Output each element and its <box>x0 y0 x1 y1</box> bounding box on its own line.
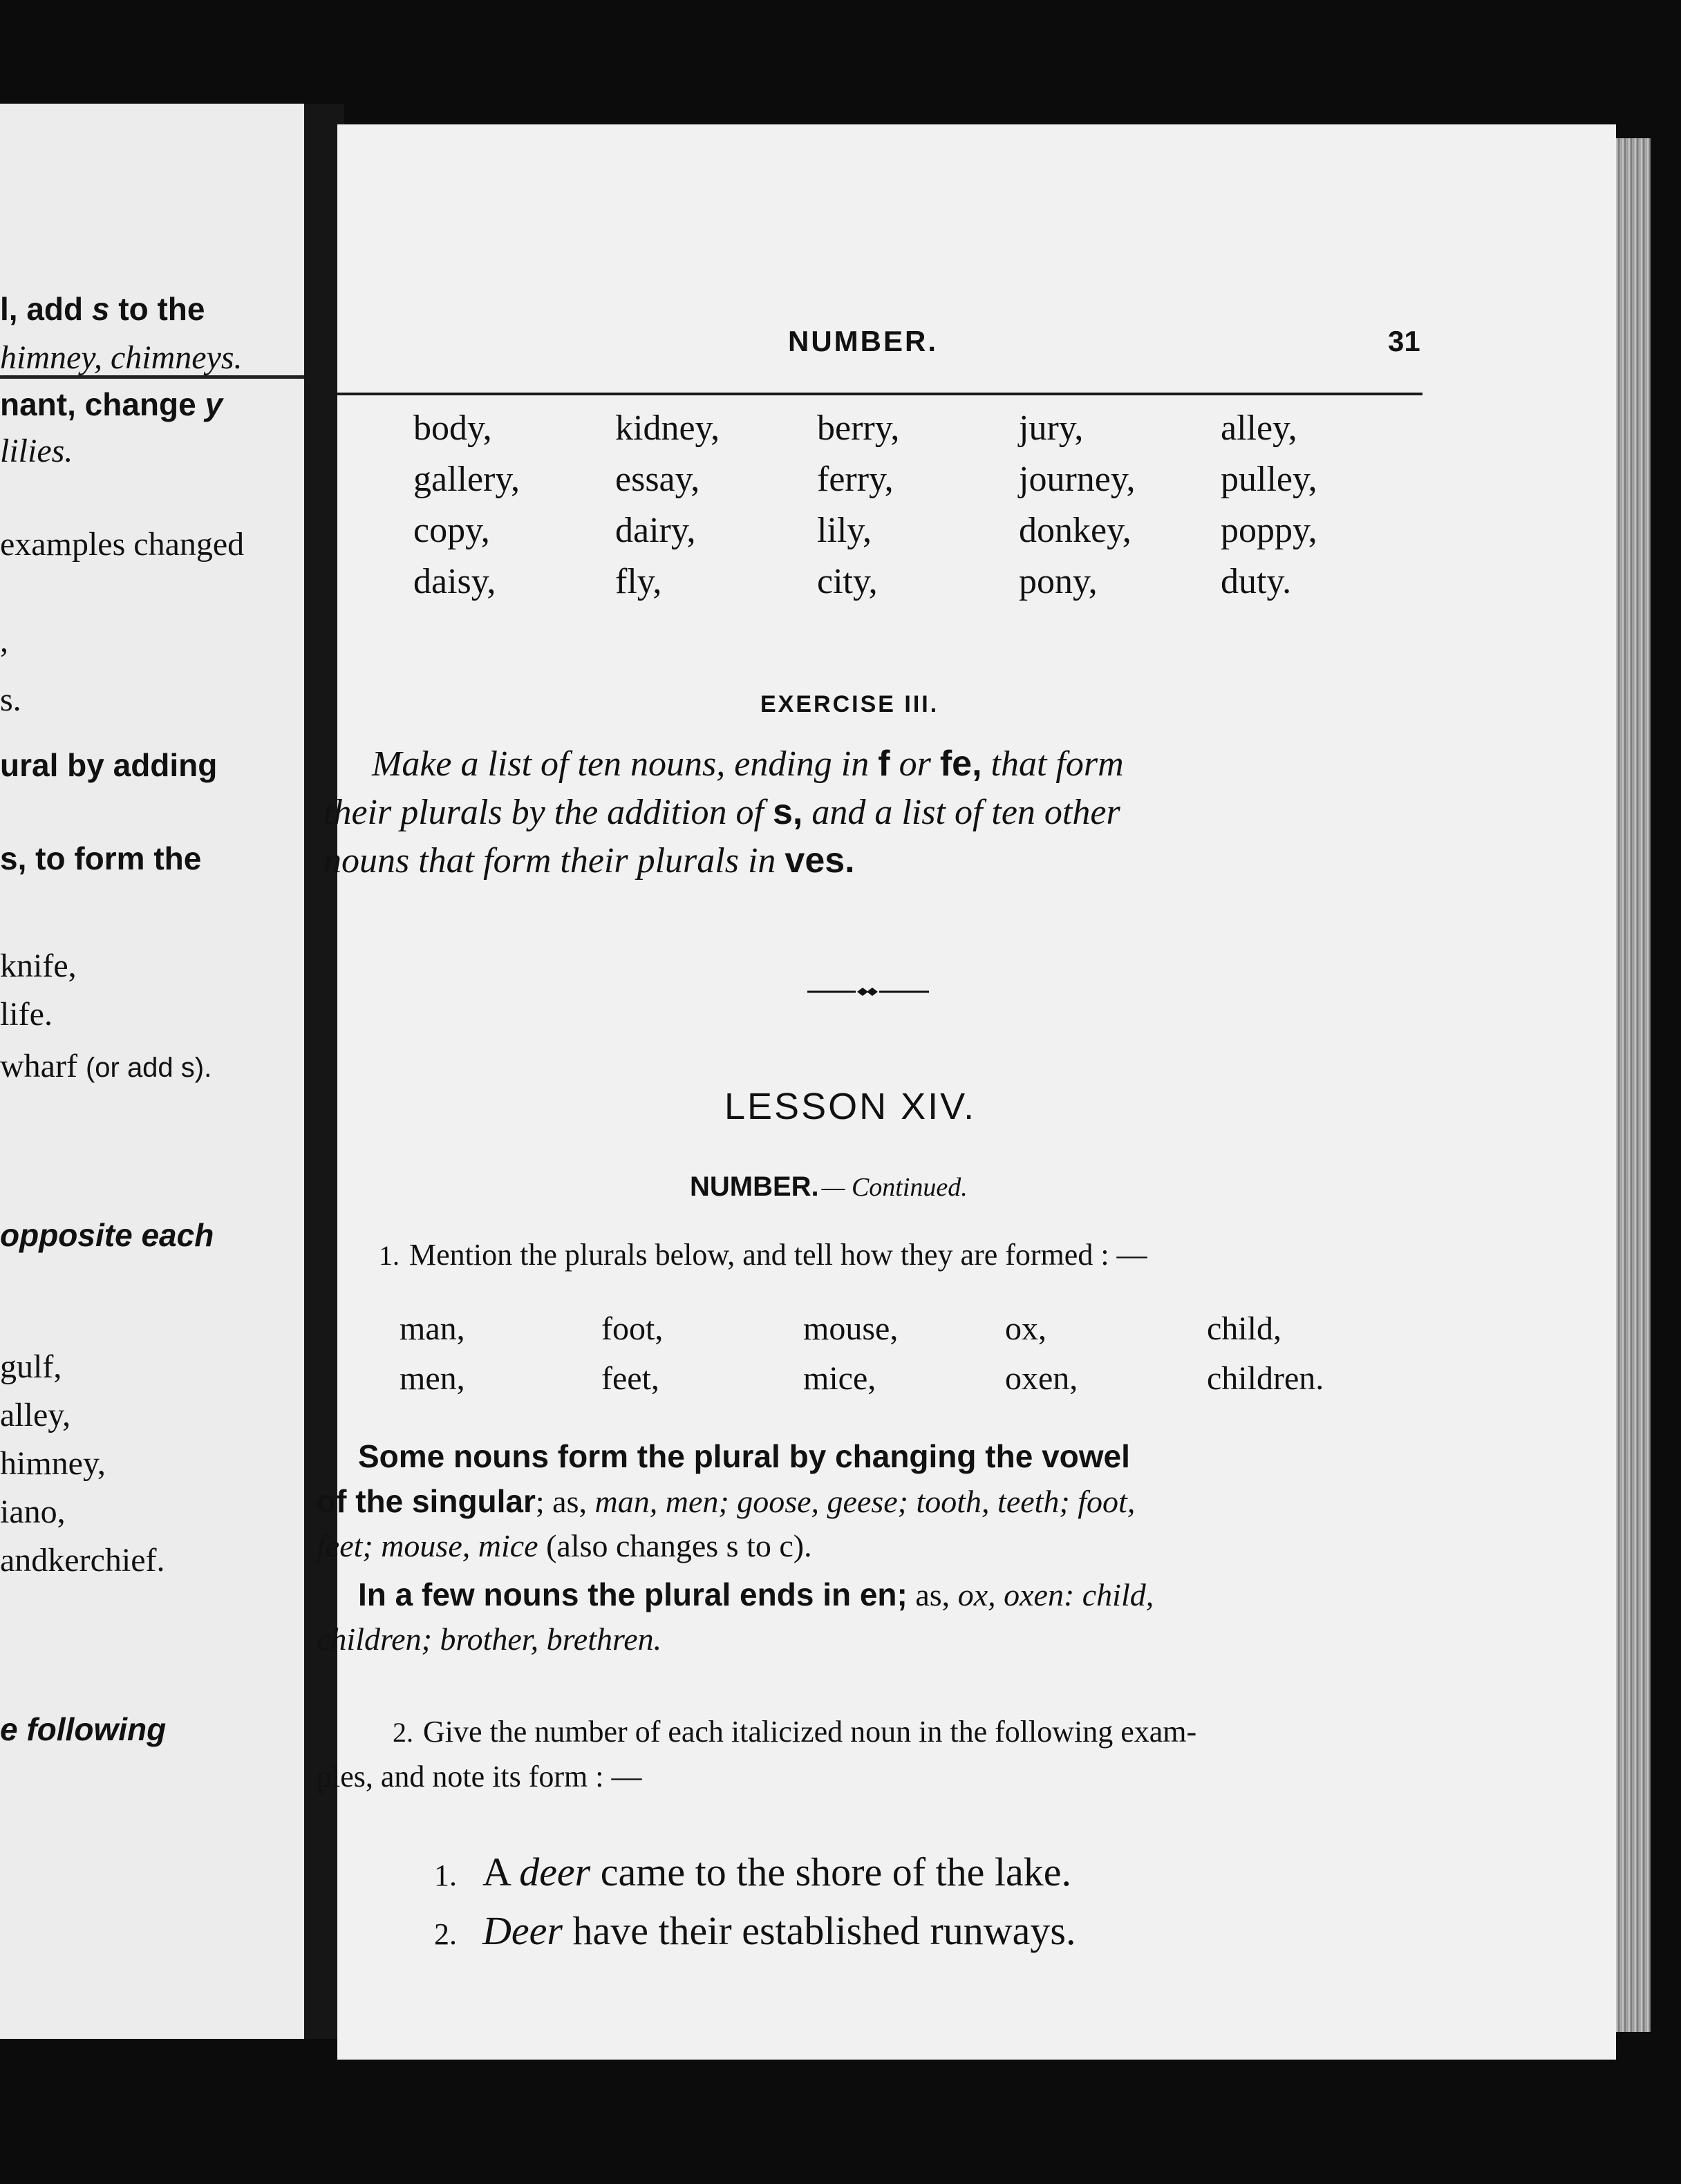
left-page-line <box>0 947 77 985</box>
plural-table-cell: oxen, <box>1005 1360 1078 1397</box>
left-page-line <box>0 1711 166 1749</box>
header-rule <box>337 393 1422 395</box>
plural-table-row <box>400 1359 1436 1409</box>
left-page-text-segment: s, to form the <box>0 840 202 876</box>
word-table-cell: body, <box>413 408 492 448</box>
word-table-row <box>413 561 1450 612</box>
rule-2-line-2: children; brother, brethren. <box>317 1621 662 1657</box>
exercise-line-1: Make a list of ten nouns, ending in f or fe, that form <box>372 744 1124 784</box>
plural-table-row <box>400 1310 1436 1359</box>
question-2: 2. Give the number of each italicized noun in the following exam- <box>393 1715 1197 1749</box>
page-number: 31 <box>1388 325 1420 357</box>
left-page-line <box>0 1396 71 1434</box>
left-page-line <box>0 339 243 377</box>
word-table-cell: daisy, <box>413 562 496 601</box>
word-table-cell: dairy, <box>615 511 696 550</box>
left-page-text-segment: , <box>0 623 8 659</box>
word-table-cell: journey, <box>1019 460 1136 499</box>
word-table-cell: pulley, <box>1221 460 1317 499</box>
plural-table-cell: ox, <box>1005 1310 1046 1347</box>
lesson-title: LESSON XIV. <box>724 1086 977 1127</box>
word-table-cell: essay, <box>615 460 700 499</box>
current-page <box>317 124 1616 2060</box>
left-page-text-segment: l, add <box>0 291 92 327</box>
word-table-row <box>413 510 1450 561</box>
word-table-cell: city, <box>817 562 878 601</box>
rule-1-line-2: of the singular; as, man, men; goose, geese; tooth, teeth; foot, <box>317 1483 1136 1519</box>
left-page-line <box>0 1047 212 1085</box>
word-table-cell: berry, <box>817 408 900 448</box>
left-page-text-segment: s. <box>0 681 21 718</box>
word-table-row <box>413 408 1450 459</box>
word-table <box>413 408 1450 612</box>
left-page-text-segment: examples changed <box>0 526 245 563</box>
word-table-cell: ferry, <box>817 460 894 499</box>
left-page-text-segment: e following <box>0 1711 167 1747</box>
exercise-line-3: nouns that form their plurals in ves. <box>323 840 855 881</box>
left-page-text-segment: himney, <box>0 1445 106 1482</box>
left-page-text-segment: andkerchief. <box>0 1542 165 1579</box>
left-page-text-segment: lilies. <box>0 433 73 469</box>
left-page-line <box>0 1493 66 1531</box>
word-table-cell: pony, <box>1019 562 1098 601</box>
left-page-text-segment: to the <box>109 291 205 327</box>
left-page-line <box>0 622 8 660</box>
left-page-text-segment: iano, <box>0 1494 66 1530</box>
left-page-text-segment: himney, chimneys. <box>0 339 243 376</box>
word-table-row <box>413 459 1450 510</box>
left-page-line <box>0 746 217 784</box>
running-title: NUMBER. <box>788 325 938 357</box>
left-page-line <box>0 1348 62 1386</box>
question-2-continued: ples, and note its form : — <box>317 1760 642 1794</box>
plural-table <box>400 1310 1436 1409</box>
left-page-text-segment: (or add s). <box>85 1053 212 1083</box>
left-page-line <box>0 1541 165 1579</box>
word-table-cell: donkey, <box>1019 511 1131 550</box>
word-table-cell: alley, <box>1221 408 1297 448</box>
left-page-line <box>0 525 244 563</box>
left-page-line <box>0 1444 106 1482</box>
left-page-line <box>0 840 201 878</box>
left-page-text-segment: s <box>91 291 110 327</box>
word-table-cell: fly, <box>615 562 662 601</box>
left-page-text-segment: wharf <box>0 1048 86 1084</box>
word-table-cell: lily, <box>817 511 872 550</box>
plural-table-cell: child, <box>1207 1310 1281 1347</box>
left-page-line <box>0 290 205 328</box>
left-page-text-segment: y <box>205 386 223 422</box>
word-table-cell: kidney, <box>615 408 720 448</box>
left-page-text-segment: gulf, <box>0 1348 62 1385</box>
left-page-line <box>0 995 53 1033</box>
previous-page <box>0 104 329 2039</box>
left-page-line <box>0 1216 214 1254</box>
left-page-line <box>0 386 223 424</box>
plural-table-cell: men, <box>400 1360 465 1397</box>
word-table-cell: copy, <box>413 511 490 550</box>
page-header <box>337 124 1616 415</box>
word-table-cell: gallery, <box>413 460 520 499</box>
rule-1-line-3: feet; mouse, mice (also changes s to c). <box>317 1528 812 1563</box>
rule-1-line-1: Some nouns form the plural by changing the vowel <box>358 1438 1130 1474</box>
plural-table-cell: foot, <box>601 1310 664 1347</box>
left-page-text-segment: knife, <box>0 948 77 984</box>
exercise-line-2: their plurals by the addition of s, and a list of ten other <box>323 792 1120 832</box>
plural-table-cell: mouse, <box>803 1310 899 1347</box>
plural-table-cell: children. <box>1207 1360 1324 1397</box>
left-page-text-segment: opposite each <box>0 1217 214 1253</box>
left-page-text-segment: nant, change <box>0 386 205 422</box>
left-page-line <box>0 681 21 719</box>
plural-table-cell: man, <box>400 1310 465 1347</box>
left-page-text-segment: ural by adding <box>0 747 218 783</box>
left-page-line <box>0 432 73 470</box>
exercise-title: EXERCISE III. <box>760 691 939 717</box>
example-sentence-1: 1. A deer came to the shore of the lake. <box>434 1849 1071 1894</box>
question-1: 1. Mention the plurals below, and tell how they are formed : — <box>379 1238 1147 1272</box>
rule-2-line-1: In a few nouns the plural ends in en; as, ox, oxen: child, <box>358 1576 1154 1612</box>
word-table-cell: duty. <box>1221 562 1292 601</box>
example-sentence-2: 2. Deer have their established runways. <box>434 1908 1076 1953</box>
lesson-subtitle: NUMBER. — Continued. <box>690 1171 968 1202</box>
left-page-text-segment: life. <box>0 996 53 1033</box>
plural-table-cell: feet, <box>601 1360 659 1397</box>
word-table-cell: poppy, <box>1221 511 1317 550</box>
ornament-divider <box>807 985 932 999</box>
plural-table-cell: mice, <box>803 1360 876 1397</box>
word-table-cell: jury, <box>1019 408 1084 448</box>
left-page-text-segment: alley, <box>0 1397 71 1433</box>
